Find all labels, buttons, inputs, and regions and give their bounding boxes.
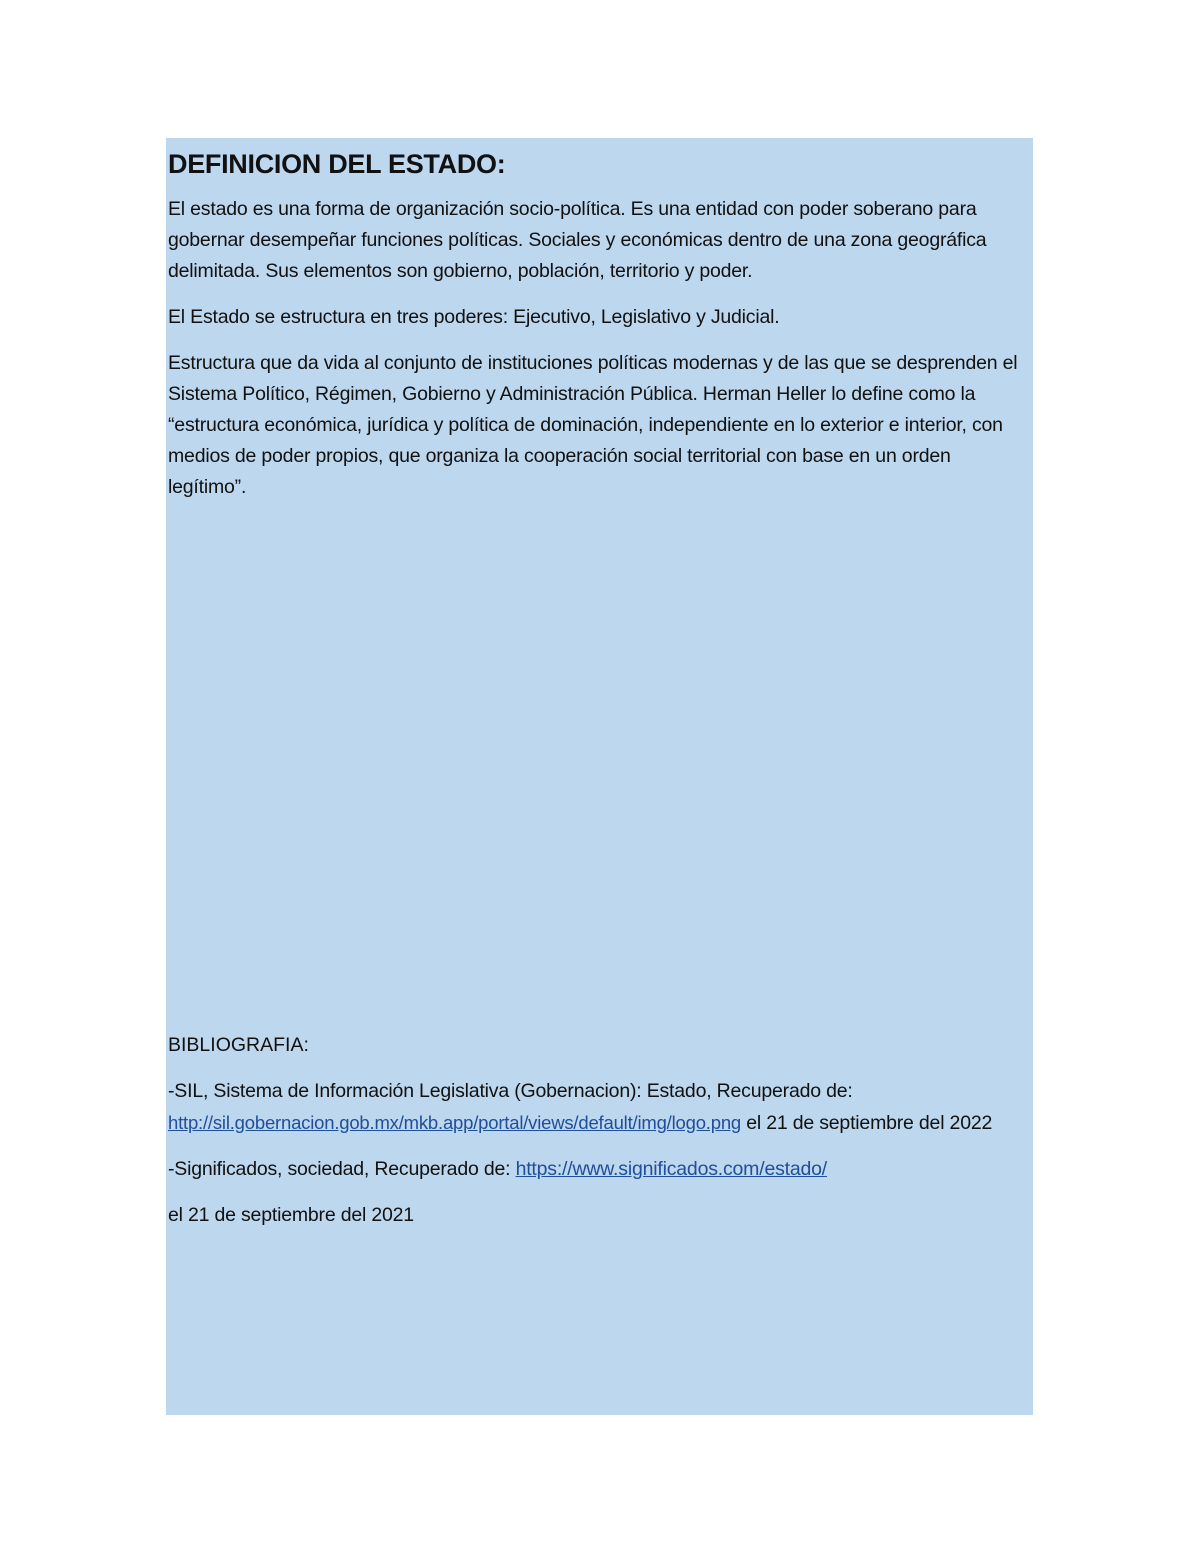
paragraph-definition: El estado es una forma de organización socio-política. Es una entidad con poder soberano para gobernar desempeñar funciones políticas. Sociales y económicas dentro de una zona geográfica delimitada. Sus elementos son gobierno, población, territorio y poder. [168,198,987,282]
paragraph-structure: Estructura que da vida al conjunto de instituciones políticas modernas y de las que se desprenden el Sistema Político, Régimen, Gobierno y Administración Pública. Herman Heller lo define como la “estructura económica, jurídica y política de dominación, independiente en lo exterior e interior, con medios de poder propios, que organiza la cooperación social territorial con base en un orden legítimo”. [168,352,1018,498]
bibliography-entry-date: el 21 de septiembre del 2021 [168,1204,414,1226]
blank-space [168,518,1027,1030]
document-panel [166,138,1033,1415]
document-title: DEFINICION DEL ESTADO: [168,149,506,179]
paragraph-powers: El Estado se estructura en tres poderes: Ejecutivo, Legislativo y Judicial. [168,306,780,328]
significados-link[interactable]: https://www.significados.com/estado/ [515,1158,828,1180]
bibliography-entry-sil-prefix: -SIL, Sistema de Información Legislativa (Gobernacion): Estado, Recuperado de: [168,1080,853,1102]
sil-link[interactable]: http://sil.gobernacion.gob.mx/mkb.app/portal/views/default/img/logo.png [168,1112,741,1133]
bibliography-entry-sil [168,1076,1027,1139]
bibliography-entry-sil-suffix: el 21 de septiembre del 2022 [741,1112,993,1134]
bibliography-entry-significados-prefix: -Significados, sociedad, Recuperado de: [168,1158,516,1180]
bibliography-entry-significados [168,1154,1027,1185]
bibliography-heading: BIBLIOGRAFIA: [168,1034,309,1056]
